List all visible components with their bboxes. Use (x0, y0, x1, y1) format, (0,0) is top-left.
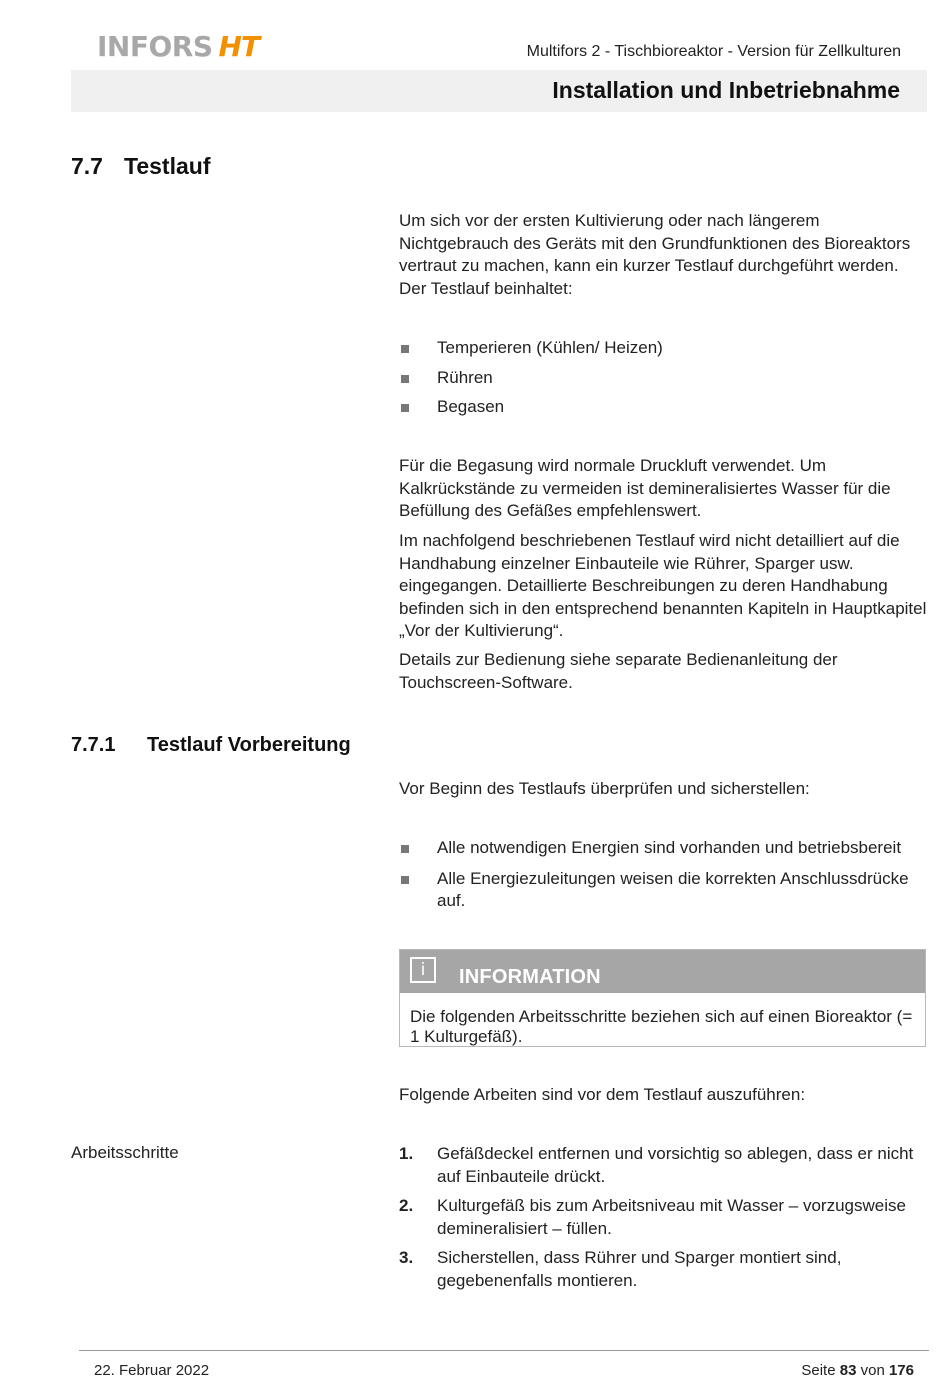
bullet-square-icon (401, 876, 409, 884)
information-text: Die folgenden Arbeitsschritte beziehen sich auf einen Bioreaktor (= 1 Kulturgefäß). (410, 1007, 913, 1046)
work-steps (399, 1143, 927, 1299)
section-band (71, 70, 927, 112)
document-title: Multifors 2 - Tischbioreaktor - Version für Zellkulturen (526, 43, 901, 60)
list-item: Begasen (399, 396, 927, 419)
pre-steps-text: Folgende Arbeiten sind vor dem Testlauf auszuführen: (399, 1085, 806, 1104)
page-number: Seite 83 von 176 (801, 1362, 914, 1379)
step-number: 2. (399, 1196, 414, 1215)
intro-paragraph: Um sich vor der ersten Kultivierung oder nach längerem Nichtgebrauch des Geräts mit den Grundfunktionen des Bioreaktors vertraut zu machen, kann ein kurzer Testlauf durchgeführt werden. Der Testlauf beinhaltet: (399, 211, 911, 298)
function-list (399, 337, 927, 419)
heading-title: Testlauf (124, 153, 211, 179)
info-icon: i (410, 957, 436, 983)
information-header (400, 950, 925, 993)
step-text: Gefäßdeckel entfernen und vorsichtig so ablegen, dass er nicht auf Einbauteile drückt. (437, 1144, 914, 1186)
list-item: Alle notwendigen Energien sind vorhanden und betriebsbereit (399, 837, 927, 860)
prep-list (399, 837, 927, 913)
section-title: Installation und Inbetriebnahme (552, 77, 900, 103)
company-logo (97, 30, 259, 63)
heading-title: Testlauf Vorbereitung (147, 734, 351, 756)
bullet-square-icon (401, 845, 409, 853)
step-item (399, 1143, 927, 1188)
step-text: Kulturgefäß bis zum Arbeitsniveau mit Wasser – vorzugsweise demineralisiert – füllen. (437, 1196, 906, 1238)
handling-paragraph: Im nachfolgend beschriebenen Testlauf wird nicht detailliert auf die Handhabung einzelner Einbauteile wie Rührer, Sparger usw. eingegangen. Detaillierte Beschreibungen zu deren Handhabung befinden sich in den entsprechend benannten Kapiteln in Hauptkapitel „Vor der Kultivierung“. (399, 531, 927, 640)
step-item (399, 1195, 927, 1240)
logo-accent: HT (218, 30, 260, 63)
bullet-square-icon (401, 345, 409, 353)
step-number: 1. (399, 1144, 414, 1163)
heading-7-7-1 (71, 734, 351, 757)
information-label: INFORMATION (459, 966, 601, 988)
heading-number: 7.7 (71, 153, 103, 179)
details-paragraph: Details zur Bedienung siehe separate Bedienanleitung der Touchscreen-Software. (399, 650, 838, 692)
step-number: 3. (399, 1248, 414, 1267)
heading-number: 7.7.1 (71, 734, 116, 756)
step-text: Sicherstellen, dass Rührer und Sparger montiert sind, gegebenenfalls montieren. (437, 1248, 842, 1290)
step-item (399, 1247, 927, 1292)
list-item: Temperieren (Kühlen/ Heizen) (399, 337, 927, 360)
footer-date: 22. Februar 2022 (94, 1362, 210, 1379)
side-label: Arbeitsschritte (71, 1143, 179, 1162)
list-item: Alle Energiezuleitungen weisen die korrekten Anschlussdrücke auf. (399, 868, 927, 913)
list-item: Rühren (399, 367, 927, 390)
prep-intro: Vor Beginn des Testlaufs überprüfen und sicherstellen: (399, 779, 810, 798)
bullet-square-icon (401, 375, 409, 383)
bullet-square-icon (401, 404, 409, 412)
gas-paragraph: Für die Begasung wird normale Druckluft verwendet. Um Kalkrückstände zu vermeiden ist demineralisiertes Wasser für die Befüllung des Gefäßes empfehlenswert. (399, 456, 891, 520)
heading-7-7 (71, 153, 210, 180)
logo-text: INFORS (97, 30, 213, 63)
footer-divider (79, 1350, 929, 1351)
information-box (399, 949, 926, 1047)
